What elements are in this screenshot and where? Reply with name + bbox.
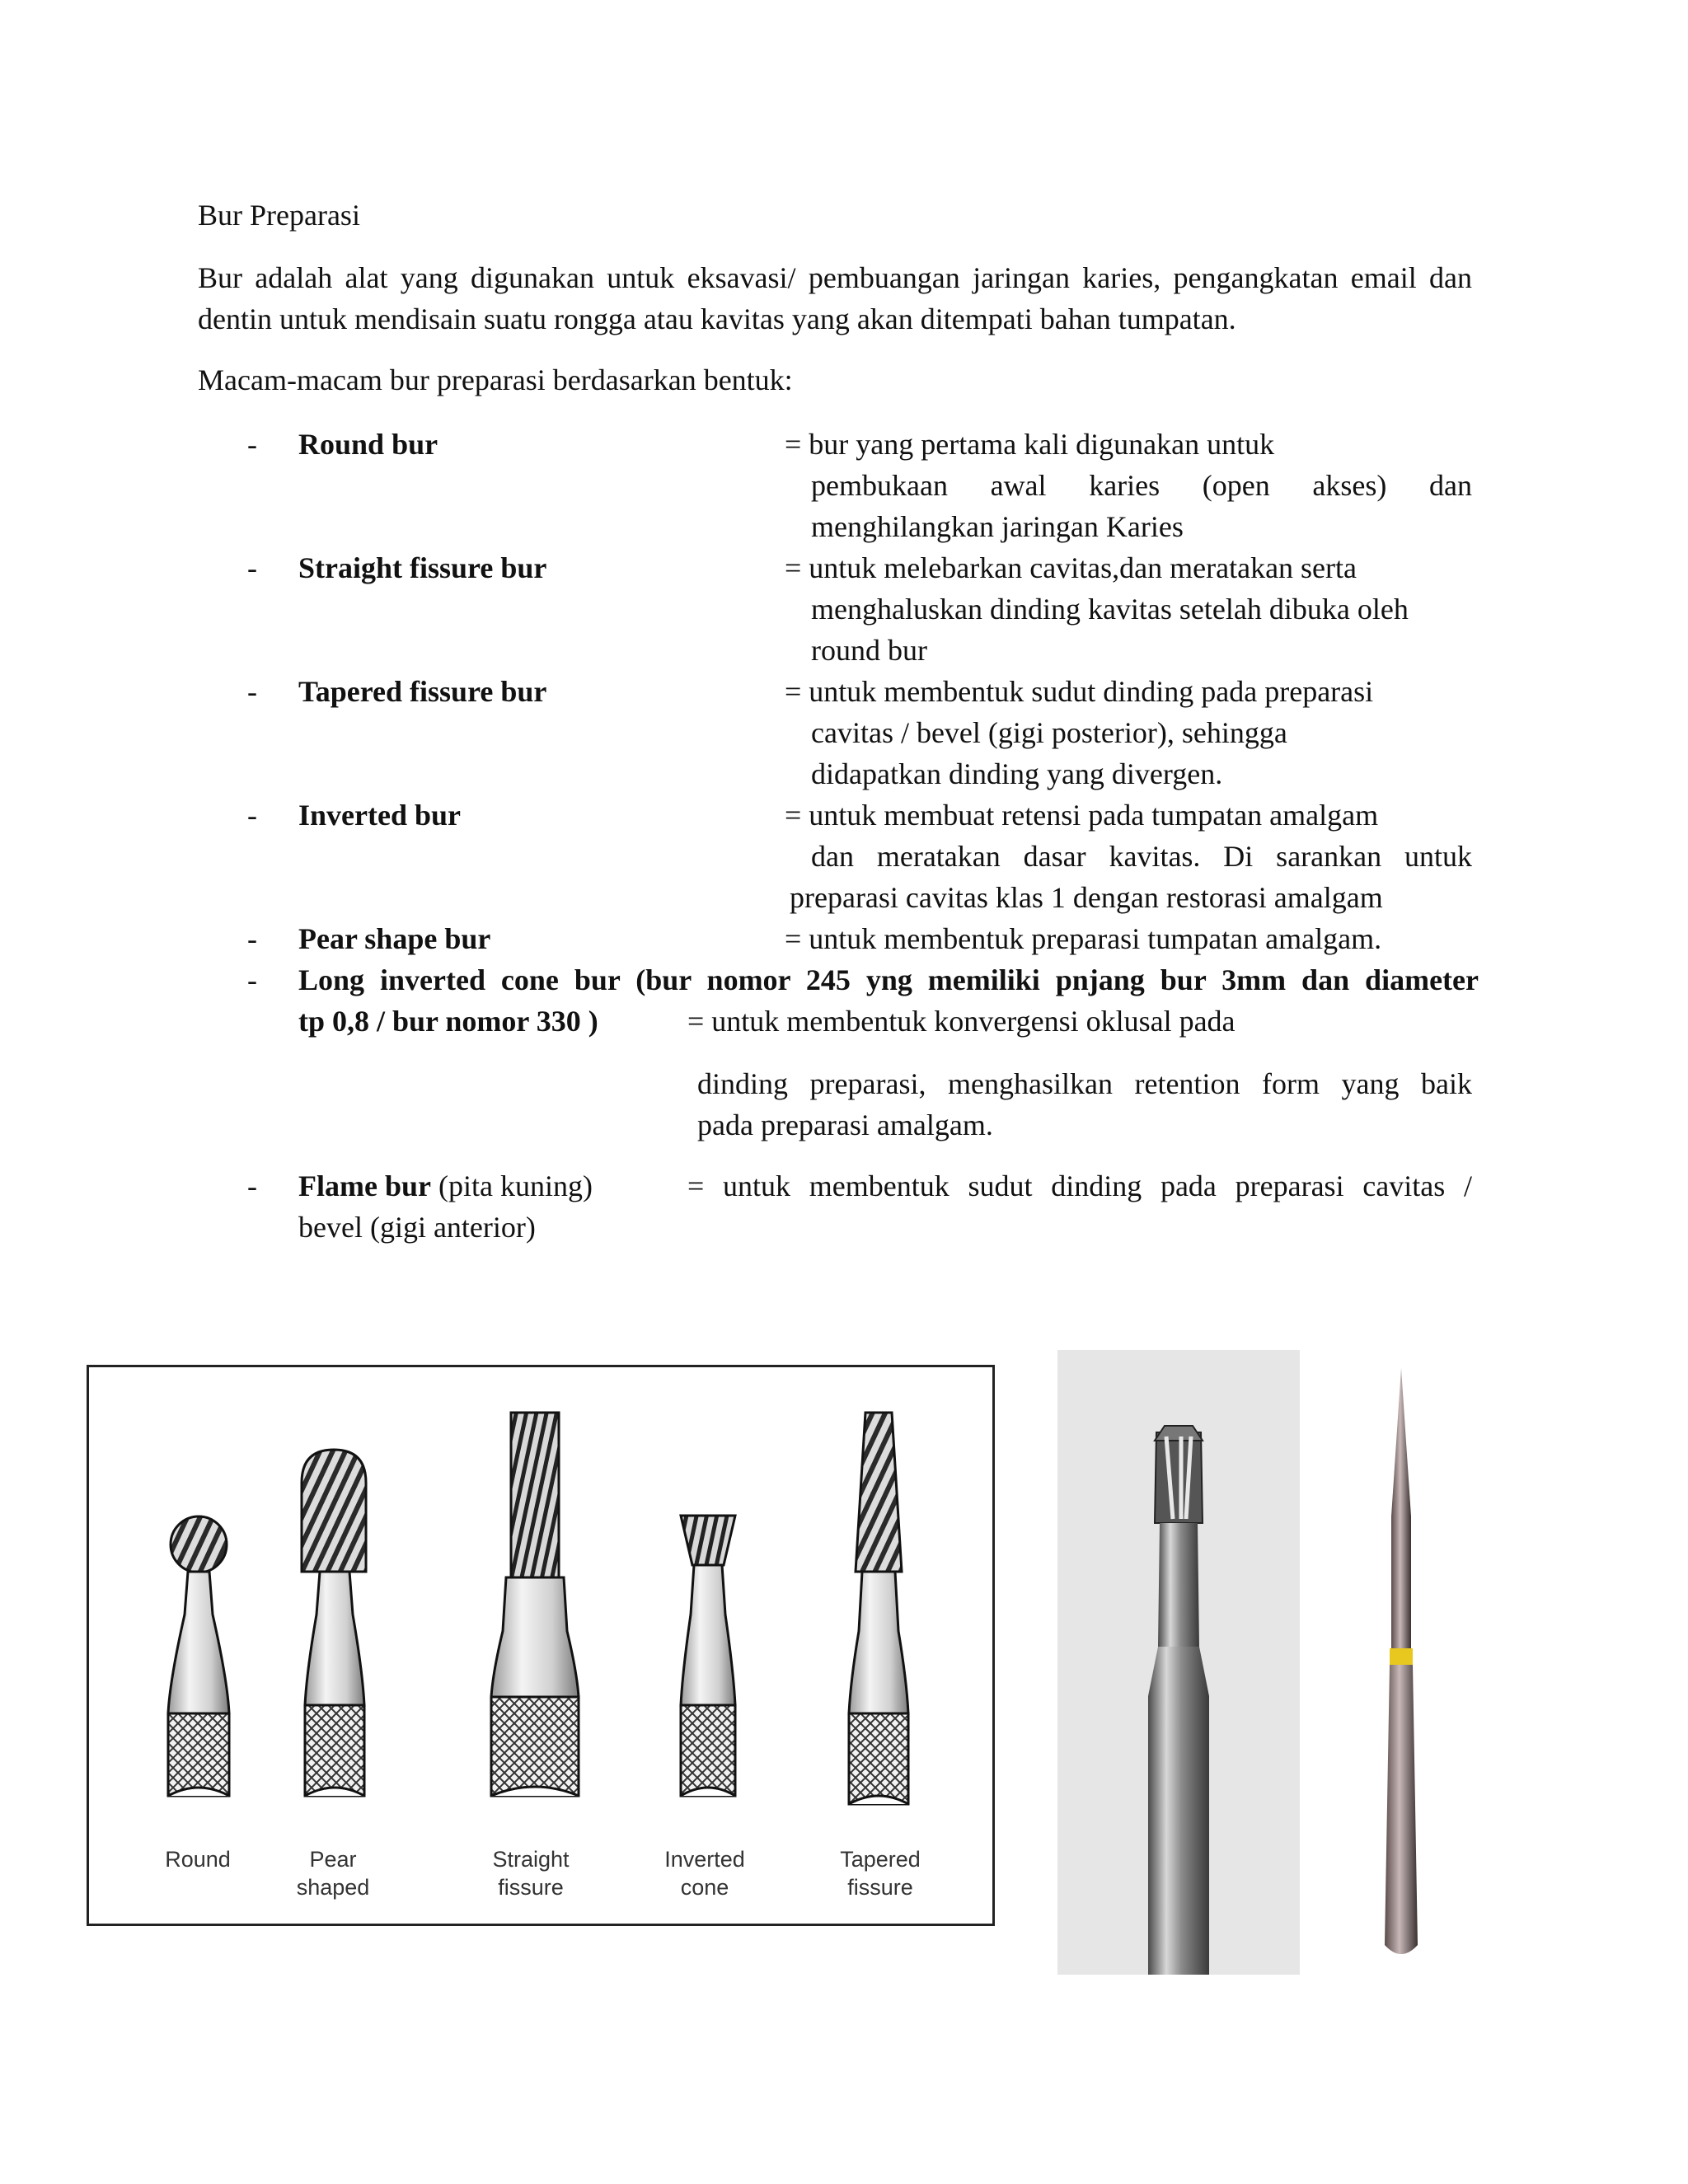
term-flame-bur: Flame bur xyxy=(298,1169,431,1202)
def-inverted-bur: = untuk membuat retensi pada tumpatan amalgam xyxy=(785,799,1379,832)
def-long-inverted-cone-bur-line: pada preparasi amalgam. xyxy=(697,1108,993,1141)
caption-line: Inverted xyxy=(664,1847,745,1872)
def-straight-fissure-bur: = untuk melebarkan cavitas,dan meratakan serta xyxy=(785,551,1357,584)
def-round-bur-line: pembukaan awal karies (open akses) dan xyxy=(811,469,1472,502)
straight-fissure-bur-drawing xyxy=(491,1413,579,1796)
caption-line: fissure xyxy=(847,1875,913,1900)
def-flame-bur-cont: bevel (gigi anterior) xyxy=(298,1211,536,1244)
list-dash: - xyxy=(247,1169,257,1202)
def-tapered-fissure-bur-line: cavitas / bevel (gigi posterior), sehingga xyxy=(811,716,1287,749)
pear-bur-drawing xyxy=(302,1450,366,1796)
def-flame-bur: = untuk membentuk sudut dinding pada preparasi cavitas / xyxy=(687,1169,1472,1202)
term-inverted-bur: Inverted bur xyxy=(298,799,461,832)
list-dash: - xyxy=(247,922,257,955)
def-pear-shape-bur: = untuk membentuk preparasi tumpatan amalgam. xyxy=(785,922,1382,955)
list-dash: - xyxy=(247,428,257,461)
list-dash: - xyxy=(247,551,257,584)
list-dash: - xyxy=(247,799,257,832)
caption-line: Straight xyxy=(492,1847,570,1872)
caption-line: cone xyxy=(680,1875,729,1900)
carbide-bur-illustration xyxy=(1057,1350,1300,1975)
caption-pear-shaped xyxy=(251,1845,415,1901)
term-tapered-fissure-bur: Tapered fissure bur xyxy=(298,675,547,708)
term-round-bur: Round bur xyxy=(298,428,438,461)
intro-text: Bur adalah alat yang digunakan untuk eksavasi/ pembuangan jaringan karies, pengangkatan email dan dentin untuk mendisain suatu rongga atau kavitas yang akan ditempati bahan tumpatan. xyxy=(198,261,1472,335)
def-inverted-bur-line: dan meratakan dasar kavitas. Di sarankan untuk xyxy=(811,840,1472,873)
def-straight-fissure-bur-line: round bur xyxy=(811,634,927,667)
intro-paragraph-line xyxy=(198,257,1472,340)
def-inverted-bur-line: preparasi cavitas klas 1 dengan restorasi amalgam xyxy=(790,881,1383,914)
term-long-inverted-cone-bur: Long inverted cone bur (bur nomor 245 yng memiliki pnjang bur 3mm dan diameter xyxy=(298,963,1479,996)
def-long-inverted-cone-bur-line: dinding preparasi, menghasilkan retention form yang baik xyxy=(697,1067,1472,1100)
term-flame-bur-suffix: (pita kuning) xyxy=(438,1169,593,1202)
def-long-inverted-cone-bur: = untuk membentuk konvergensi oklusal pada xyxy=(687,1005,1236,1038)
caption-line: Pear xyxy=(309,1847,357,1872)
term-straight-fissure-bur: Straight fissure bur xyxy=(298,551,547,584)
def-tapered-fissure-bur-line: didapatkan dinding yang divergen. xyxy=(811,757,1223,790)
def-straight-fissure-bur-line: menghaluskan dinding kavitas setelah dibuka oleh xyxy=(811,593,1409,626)
bur-shapes-figure xyxy=(87,1365,995,1926)
tapered-fissure-bur-drawing xyxy=(849,1413,908,1804)
caption-tapered-fissure xyxy=(798,1845,963,1901)
term-long-inverted-cone-bur-cont: tp 0,8 / bur nomor 330 ) xyxy=(298,1005,598,1038)
bur-shapes-illustration xyxy=(89,1367,992,1924)
list-dash: - xyxy=(247,963,257,996)
caption-line: Round xyxy=(165,1847,231,1872)
caption-line: shaped xyxy=(296,1875,370,1900)
flame-bur-photo xyxy=(1360,1368,1442,1961)
page-title: Bur Preparasi xyxy=(198,199,360,232)
flame-bur-illustration xyxy=(1360,1368,1442,1961)
def-tapered-fissure-bur: = untuk membentuk sudut dinding pada preparasi xyxy=(785,675,1374,708)
round-bur-drawing xyxy=(168,1516,229,1796)
list-heading: Macam-macam bur preparasi berdasarkan bentuk: xyxy=(198,363,793,396)
caption-inverted-cone xyxy=(622,1845,787,1901)
yellow-band xyxy=(1390,1648,1413,1665)
term-pear-shape-bur: Pear shape bur xyxy=(298,922,491,955)
carbide-bur-photo xyxy=(1057,1350,1300,1975)
list-dash: - xyxy=(247,675,257,708)
def-round-bur-line: menghilangkan jaringan Karies xyxy=(811,510,1184,543)
caption-line: fissure xyxy=(498,1875,564,1900)
inverted-cone-bur-drawing xyxy=(681,1516,735,1796)
caption-line: Tapered xyxy=(840,1847,921,1872)
caption-straight-fissure xyxy=(448,1845,613,1901)
flame-bur-term-line xyxy=(298,1165,593,1207)
def-round-bur: = bur yang pertama kali digunakan untuk xyxy=(785,428,1275,461)
